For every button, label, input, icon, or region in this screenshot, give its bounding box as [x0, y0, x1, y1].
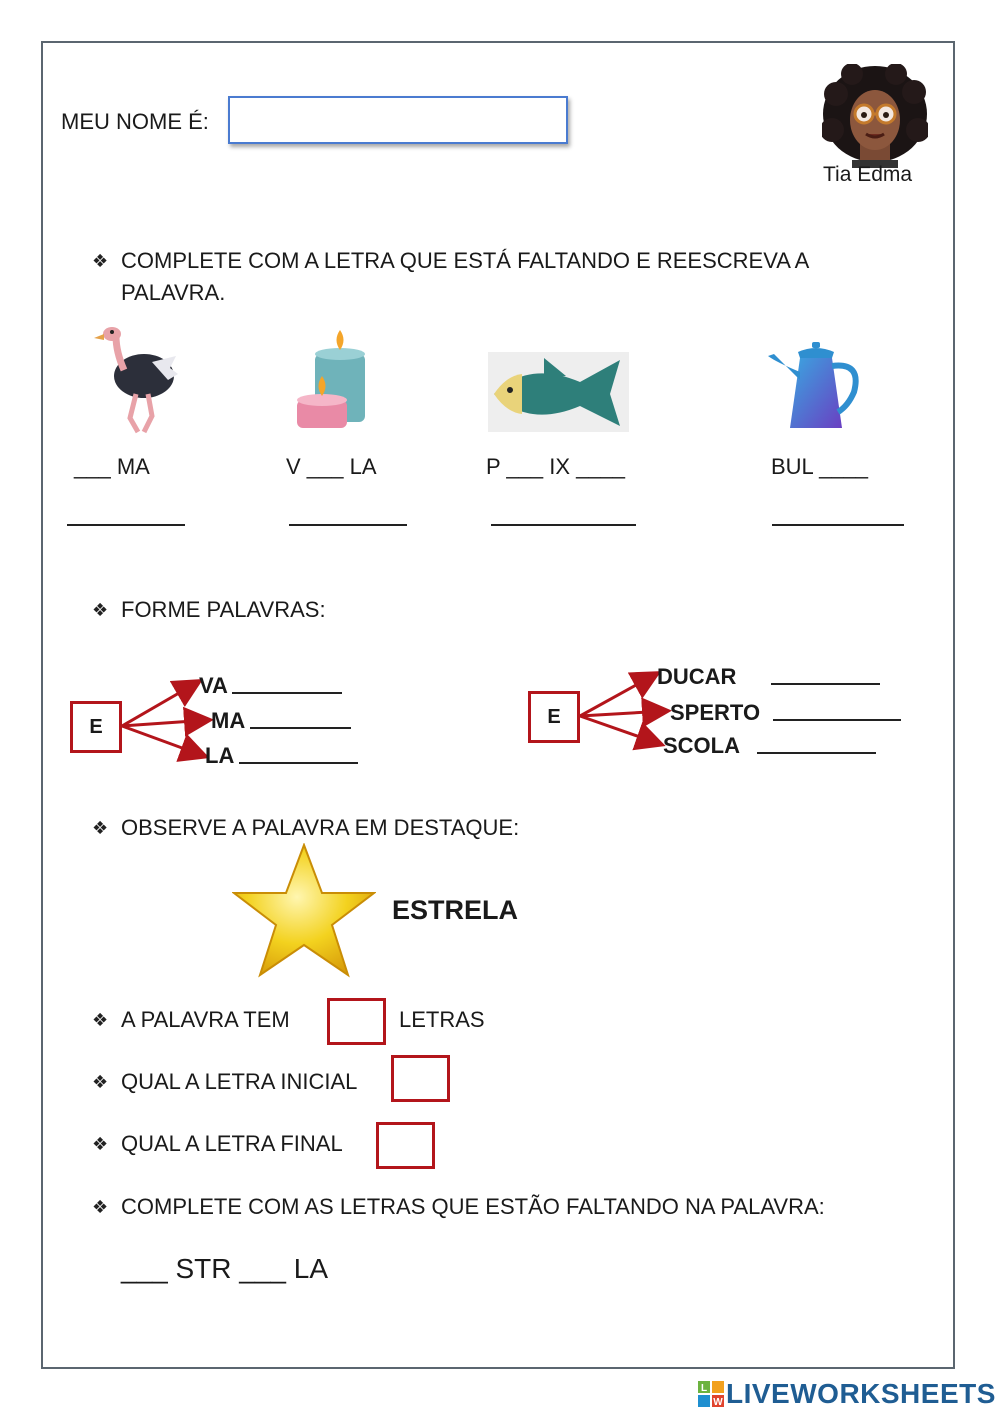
- letter-count-input[interactable]: [327, 998, 386, 1045]
- arrow-la: [122, 726, 204, 756]
- bullet-icon: ❖: [92, 1197, 109, 1217]
- final-letter-input[interactable]: [376, 1122, 435, 1169]
- bullet-icon: ❖: [92, 1072, 109, 1092]
- name-input[interactable]: [228, 96, 568, 144]
- blank-word: ___ STR ___ LA: [121, 1253, 329, 1284]
- bullet-icon: ❖: [92, 1134, 109, 1154]
- instruction-forme-palavras: FORME PALAVRAS:: [121, 597, 326, 622]
- liveworksheets-brand: LIVEWORKSHEETS: [726, 1378, 996, 1409]
- avatar: [822, 64, 928, 168]
- rewrite-input-2[interactable]: [289, 502, 407, 526]
- ending-ducar: DUCAR: [657, 664, 737, 689]
- letter-box-right: E: [528, 691, 580, 743]
- forme-input-va[interactable]: [232, 670, 342, 694]
- bullet-icon: ❖: [92, 251, 109, 271]
- rewrite-input-1[interactable]: [67, 502, 185, 526]
- arrow-va: [122, 682, 198, 726]
- ending-scola: SCOLA: [663, 733, 740, 758]
- fish-image: [488, 352, 629, 432]
- item-kettle-text: BUL ____: [771, 454, 869, 479]
- question-letter-count-suffix: LETRAS: [399, 1007, 485, 1032]
- rewrite-input-3[interactable]: [491, 502, 636, 526]
- ending-ma: MA: [211, 708, 246, 733]
- highlight-word: ESTRELA: [392, 895, 519, 925]
- ostrich-image: [90, 322, 180, 436]
- arrow-ma: [122, 720, 208, 726]
- ending-la: LA: [205, 743, 235, 768]
- forme-input-ma[interactable]: [250, 705, 351, 729]
- forme-input-sperto[interactable]: [773, 697, 901, 721]
- instruction-complete-line1: COMPLETE COM A LETRA QUE ESTÁ FALTANDO E REESCREVA A: [121, 248, 810, 273]
- question-missing-letters: COMPLETE COM AS LETRAS QUE ESTÃO FALTANDO NA PALAVRA:: [121, 1194, 825, 1219]
- kettle-image: [766, 342, 866, 430]
- bullet-icon: ❖: [92, 600, 109, 620]
- instruction-complete-line2: PALAVRA.: [121, 280, 226, 305]
- forme-input-la[interactable]: [239, 740, 358, 764]
- initial-letter-input[interactable]: [391, 1055, 450, 1102]
- arrow-scola: [580, 716, 660, 744]
- logo-letter-l: L: [700, 1383, 708, 1394]
- liveworksheets-icon: [698, 1381, 724, 1407]
- logo-letter-w: W: [713, 1397, 723, 1407]
- question-final-letter: QUAL A LETRA FINAL: [121, 1131, 343, 1156]
- ending-va: VA: [199, 673, 228, 698]
- forme-input-scola[interactable]: [757, 730, 876, 754]
- arrow-ducar: [580, 674, 656, 716]
- avatar-caption: Tia Edma: [823, 163, 913, 186]
- question-letter-count: A PALAVRA TEM: [121, 1007, 290, 1032]
- rewrite-input-4[interactable]: [772, 502, 904, 526]
- item-ostrich-text: ___ MA: [74, 454, 150, 479]
- liveworksheets-logo: [698, 1380, 996, 1408]
- arrow-sperto: [580, 711, 666, 716]
- question-initial-letter: QUAL A LETRA INICIAL: [121, 1069, 358, 1094]
- candle-image: [295, 328, 369, 434]
- bullet-icon: ❖: [92, 818, 109, 838]
- ending-sperto: SPERTO: [670, 700, 761, 725]
- instruction-observe: OBSERVE A PALAVRA EM DESTAQUE:: [121, 815, 520, 840]
- letter-box-left: E: [70, 701, 122, 753]
- name-label: MEU NOME É:: [61, 109, 209, 134]
- forme-input-ducar[interactable]: [771, 661, 880, 685]
- item-candle-text: V ___ LA: [286, 454, 377, 479]
- bullet-icon: ❖: [92, 1010, 109, 1030]
- item-fish-text: P ___ IX ____: [486, 454, 626, 479]
- star-image: [232, 843, 376, 979]
